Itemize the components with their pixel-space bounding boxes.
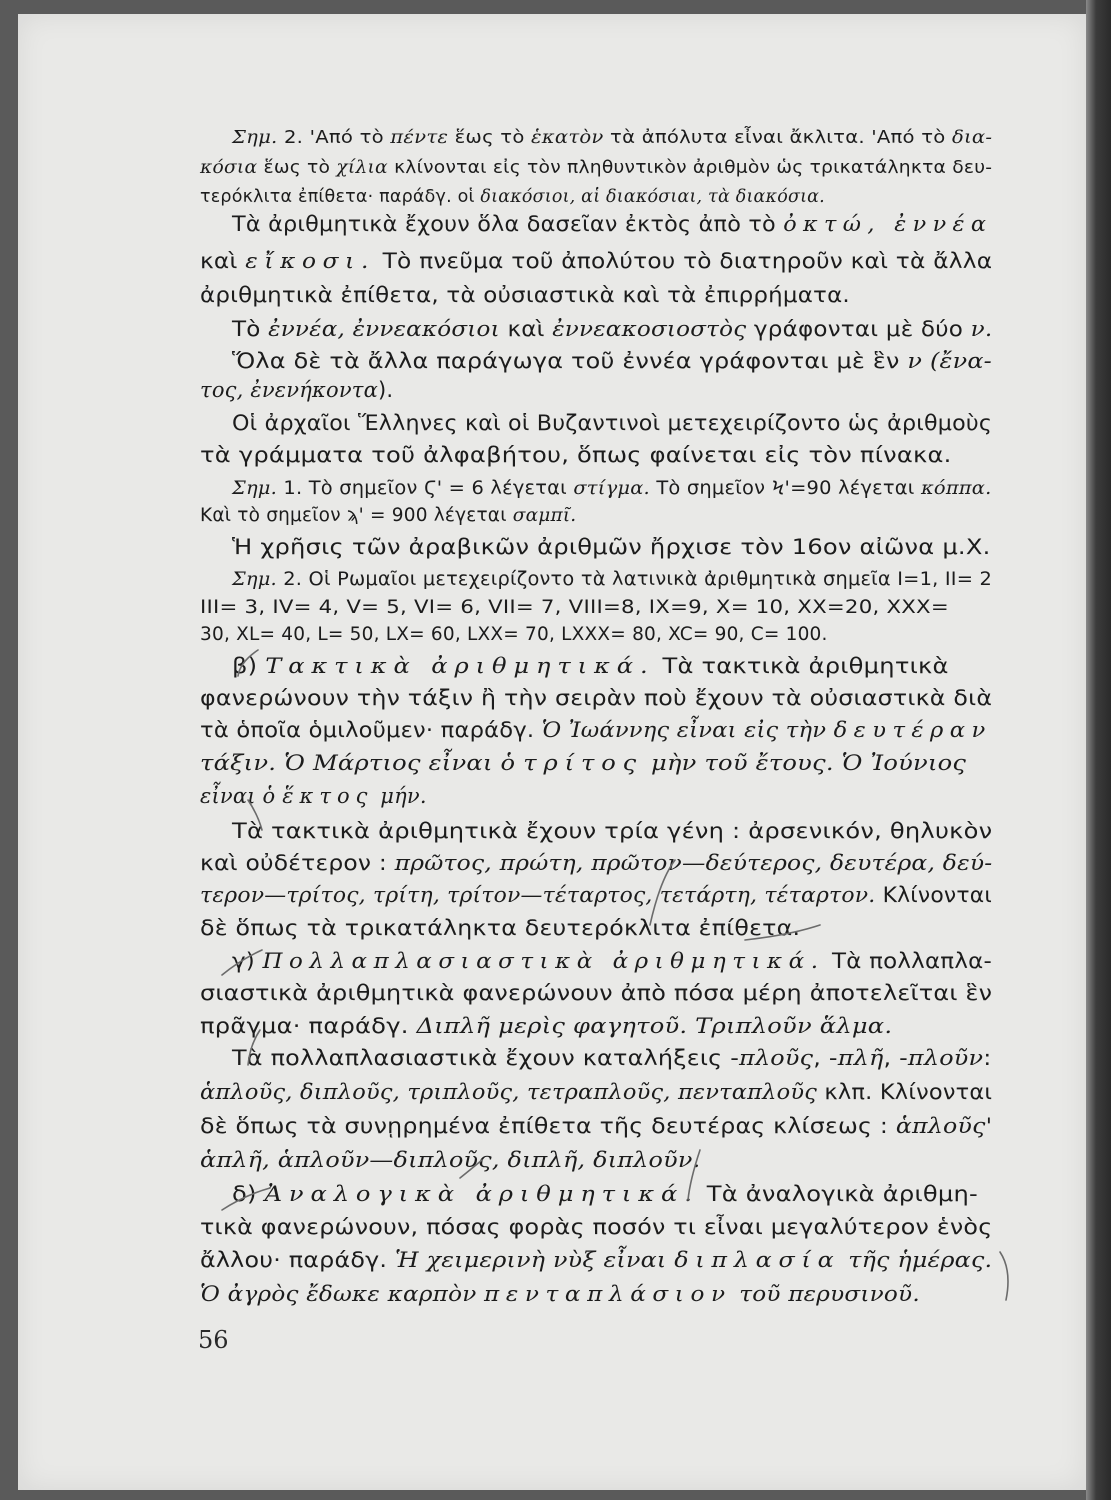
italic-text: Πολλαπλασιαστικὰ ἀριθμητικά. xyxy=(262,949,825,973)
text-segment: τὰ γράμματα τοῦ ἀλφαβήτου, ὅπως φαίνεται εἰς τὸν πίνακα. xyxy=(200,443,952,467)
text-segment: III= 3, IV= 4, V= 5, VI= 6, VII= 7, VIII=8, IX=9, X= 10, XX=20, XXX= xyxy=(200,597,949,618)
text-line xyxy=(200,784,427,808)
text-line xyxy=(232,411,992,435)
text-segment: 1. Τὸ σημεῖον Ϛ' = 6 λέγεται xyxy=(277,478,574,499)
text-line xyxy=(232,128,992,148)
italic-text: σαμπῖ. xyxy=(512,505,577,526)
italic-text: Ὁ Ἰωάννης εἶναι εἰς τὴν xyxy=(541,718,834,742)
italic-text: Σημ. xyxy=(232,128,284,148)
text-segment: Τὰ ἀριθμητικὰ ἔχουν ὅλα δασεῖαν ἐκτὸς ἀπὸ τὸ xyxy=(232,212,784,236)
text-segment: ). xyxy=(378,378,394,402)
text-segment: κλίνονται εἰς τὸν πληθυντικὸν ἀριθμὸν ὡς τρικατάληκτα δευ- xyxy=(387,158,993,178)
text-segment: δὲ ὅπως τὰ συνῃρημένα ἐπίθετα τῆς δευτέρας κλίσεως : xyxy=(200,1114,896,1138)
italic-text: Σημ. xyxy=(232,569,277,590)
text-line xyxy=(200,249,992,273)
text-segment: καὶ οὐδέτερον : xyxy=(200,851,395,875)
italic-text: ν. xyxy=(970,317,993,341)
italic-text: ἕκτος xyxy=(282,784,374,808)
italic-text: μὴν τοῦ ἔτους. Ὁ Ἰούνιος xyxy=(643,751,967,775)
italic-text: μήν. xyxy=(373,784,427,808)
text-line xyxy=(232,478,991,499)
book-spine xyxy=(1086,0,1111,1500)
text-segment: σιαστικὰ ἀριθμητικὰ φανερώνουν ἀπὸ πόσα μέρη ἀποτελεῖται ἓν xyxy=(200,981,993,1005)
text-line xyxy=(200,443,952,467)
italic-text: πλῆ xyxy=(837,1046,884,1070)
italic-text: εἶναι ὁ xyxy=(200,784,283,808)
text-line xyxy=(232,212,992,236)
text-line xyxy=(200,283,850,307)
text-line xyxy=(200,1080,992,1104)
text-line xyxy=(232,949,992,973)
text-line xyxy=(200,916,800,940)
italic-text: ὀκτώ, ἐννέα xyxy=(783,212,993,236)
text-segment: δ) xyxy=(232,1182,265,1206)
text-line xyxy=(200,187,825,207)
italic-text: ἁπλοῦς, διπλοῦς, τριπλοῦς, τετραπλοῦς, πενταπλοῦς xyxy=(200,1080,818,1104)
text-line xyxy=(232,654,949,678)
text-line xyxy=(200,597,949,618)
text-segment: ἄλλου· παράδγ. xyxy=(200,1248,395,1272)
text-line xyxy=(200,883,992,907)
text-segment: πρᾶγμα· παράδγ. xyxy=(200,1014,417,1038)
italic-text: ἁπλοῦς' xyxy=(895,1114,993,1138)
text-line xyxy=(200,851,992,875)
page-number: 56 xyxy=(198,1326,229,1354)
text-line xyxy=(232,317,992,341)
text-line xyxy=(232,569,992,590)
text-line xyxy=(200,624,828,645)
italic-text: Τακτικὰ ἀριθμητικά. xyxy=(265,654,655,678)
italic-text: δευτέραν xyxy=(833,718,992,742)
text-line xyxy=(200,1215,992,1239)
text-segment: Τὸ πνεῦμα τοῦ ἀπολύτου τὸ διατηροῦν καὶ τὰ ἄλλα xyxy=(374,249,993,273)
text-segment: Οἱ ἀρχαῖοι Ἕλληνες καὶ οἱ Βυζαντινοὶ μετεχειρίζοντο ὡς ἀριθμοὺς xyxy=(232,411,993,435)
text-segment: 2. 'Από τὸ xyxy=(283,128,391,148)
text-segment: φανερώνουν τὴν τάξιν ἢ τὴν σειρὰν ποὺ ἔχουν τὰ οὐσιαστικὰ διὰ xyxy=(200,686,993,710)
text-segment: γ) xyxy=(232,949,263,973)
text-line xyxy=(200,751,966,775)
text-segment: γράφονται μὲ δύο xyxy=(746,317,971,341)
text-segment: ἕως τὸ xyxy=(448,128,532,148)
text-segment: κλπ. Κλίνονται xyxy=(817,1080,993,1104)
text-segment: Τὰ πολλαπλα- xyxy=(824,949,992,973)
text-segment: Τὰ πολλαπλασιαστικὰ ἔχουν καταλήξεις - xyxy=(232,1046,740,1070)
text-segment: Τὸ σημεῖον Ϟ'=90 λέγεται xyxy=(649,478,921,499)
italic-text: πρῶτος, πρώτη, πρῶτον—δεύτερος, δευτέρα, δεύ- xyxy=(394,851,993,875)
text-line xyxy=(200,158,992,178)
italic-text: τῆς ἡμέρας. xyxy=(840,1248,993,1272)
italic-text: ἁπλῆ, ἁπλοῦν—διπλοῦς, διπλῆ, διπλοῦν. xyxy=(200,1148,701,1172)
text-line xyxy=(200,1014,892,1038)
text-segment: , - xyxy=(883,1046,908,1070)
text-segment: τικὰ φανερώνουν, πόσας φορὰς ποσόν τι εἶναι μεγαλύτερον ἑνὸς xyxy=(200,1215,993,1239)
italic-text: δια- xyxy=(951,128,993,148)
italic-text: ἐννεακοσιοστὸς xyxy=(552,317,747,341)
italic-text: ν (ἔνα- xyxy=(907,349,992,373)
text-segment: Καὶ τὸ σημεῖον ϡ' = 900 λέγεται xyxy=(200,505,513,526)
italic-text: τρίτος xyxy=(523,751,644,775)
text-line xyxy=(200,1148,700,1172)
text-segment: β) xyxy=(232,654,266,678)
text-line xyxy=(232,535,991,559)
text-segment: Τὰ τακτικὰ ἀριθμητικὰ xyxy=(654,654,949,678)
text-line xyxy=(200,1248,992,1272)
text-line xyxy=(200,686,992,710)
italic-text: πενταπλάσιον xyxy=(484,1282,732,1306)
text-segment: καὶ xyxy=(499,317,553,341)
text-segment: 2. Οἱ Ρωμαῖοι μετεχειρίζοντο τὰ λατινικὰ ἀριθμητικὰ σημεῖα I=1, II= 2 xyxy=(276,569,993,590)
text-segment: : xyxy=(983,1046,992,1070)
text-line xyxy=(232,349,992,373)
italic-text: κόππα. xyxy=(920,478,992,499)
text-segment: τὰ ὁποῖα ὁμιλοῦμεν· παράδγ. xyxy=(200,718,542,742)
italic-text: τάξιν. Ὁ Μάρτιος εἶναι ὁ xyxy=(200,751,524,775)
text-segment: δὲ ὅπως τὰ τρικατάληκτα δευτερόκλιτα ἐπίθετα. xyxy=(200,916,801,940)
text-line xyxy=(200,505,576,526)
italic-text: Σημ. xyxy=(232,478,278,499)
text-line xyxy=(200,378,393,402)
text-segment: τὰ ἀπόλυτα εἶναι ἄκλιτα. 'Από τὸ xyxy=(603,128,952,148)
text-line xyxy=(200,981,992,1005)
italic-text: ἐννέα, ἐννεακόσιοι xyxy=(268,317,500,341)
text-line xyxy=(232,819,992,843)
text-segment: ἕως τὸ xyxy=(257,158,337,178)
italic-text: πέντε xyxy=(390,128,449,148)
italic-text: πλοῦν xyxy=(907,1046,984,1070)
italic-text: τοῦ περυσινοῦ. xyxy=(731,1282,920,1306)
text-segment: Ἡ χρῆσις τῶν ἀραβικῶν ἀριθμῶν ἤρχισε τὸν 16ον αἰῶνα μ.Χ. xyxy=(232,535,991,559)
italic-text: διπλασία xyxy=(674,1248,841,1272)
italic-text: Ἡ χειμερινὴ νὺξ εἶναι xyxy=(394,1248,675,1272)
italic-text: Διπλῆ μερὶς φαγητοῦ. Τριπλοῦν ἅλμα. xyxy=(416,1014,893,1038)
text-line xyxy=(232,1182,978,1206)
italic-text: διακόσιοι, αἱ διακόσιαι, τὰ διακόσια. xyxy=(480,187,825,207)
italic-text: χίλια xyxy=(336,158,388,178)
text-line xyxy=(200,1282,920,1306)
text-segment: Κλίνονται xyxy=(875,883,993,907)
text-segment: ἀριθμητικὰ ἐπίθετα, τὰ οὐσιαστικὰ καὶ τὰ ἐπιρρήματα. xyxy=(200,283,850,307)
text-line xyxy=(200,718,992,742)
italic-text: στίγμα. xyxy=(573,478,650,499)
text-line xyxy=(200,1114,992,1138)
text-segment: Τὸ xyxy=(232,317,269,341)
text-segment: Ὅλα δὲ τὰ ἄλλα παράγωγα τοῦ ἐννέα γράφονται μὲ ἓν xyxy=(232,349,908,373)
italic-text: εἴκοσι. xyxy=(245,249,375,273)
italic-text: Ἀναλογικὰ ἀριθμητικά. xyxy=(264,1182,699,1206)
italic-text: κόσια xyxy=(200,158,258,178)
text-segment: τερόκλιτα ἐπίθετα· παράδγ. οἱ xyxy=(200,187,481,207)
italic-text: Ὁ ἀγρὸς ἔδωκε καρπὸν xyxy=(200,1282,485,1306)
italic-text: ἑκατὸν xyxy=(531,128,604,148)
text-segment: καὶ xyxy=(200,249,246,273)
text-segment: Τὰ τακτικὰ ἀριθμητικὰ ἔχουν τρία γένη : ἀρσενικόν, θηλυκὸν xyxy=(232,819,993,843)
text-segment: 30, XL= 40, L= 50, LX= 60, LXX= 70, LXXX= 80, XC= 90, C= 100. xyxy=(200,624,828,645)
text-segment: Τὰ ἀναλογικὰ ἀριθμη- xyxy=(698,1182,978,1206)
italic-text: πλοῦς xyxy=(739,1046,814,1070)
italic-text: τερον—τρίτος, τρίτη, τρίτον—τέταρτος, τετάρτη, τέταρτον. xyxy=(200,883,876,907)
text-segment: , - xyxy=(813,1046,838,1070)
italic-text: τος, ἐνενήκοντα xyxy=(200,378,379,402)
text-line xyxy=(232,1046,992,1070)
